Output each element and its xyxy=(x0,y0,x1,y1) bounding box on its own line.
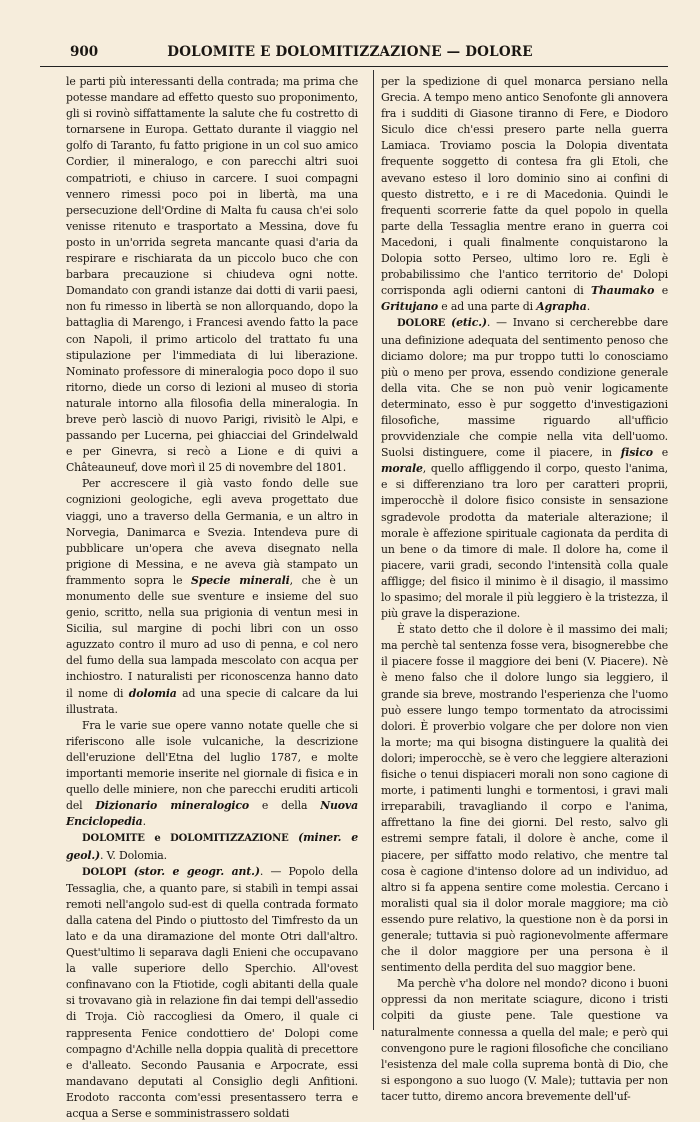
right-column xyxy=(381,74,668,1105)
paragraph: Per accrescere il già vasto fondo delle sue cognizioni geologiche, egli aveva progettato due viaggi, uno a traverso della Germania, e un altro in Norvegia, Danimarca e Svezia. Intendeva pure di pubblicare un'opera che aveva disegnato nella prigione di Messina, e ne aveva già stampato un frammento sopra le Specie minerali, che è un monumento delle sue sventure e insieme del suo genio, scritto, nella sua prigionia di ventun mesi in Sicilia, sul margine di pochi libri con un osso aguzzato contro il muro ad uso di penna, e col nero del fumo della sua lampada mescolato con acqua per inchiostro. I naturalisti per riconoscenza hanno dato il nome di dolomia ad una specie di calcare da lui illustrata. xyxy=(66,477,359,716)
paragraph: È stato detto che il dolore è il massimo dei mali; ma perchè tal sentenza fosse vera, bisognerebbe che il piacere fosse il maggiore dei beni (V. Piacere). Nè è meno falso che il dolore lungo sia leggiero, il grande sia breve, mostrando l'esperienza che l'uomo può essere lungo tempo tormentato da atrocissimi dolori. È proverbio volgare che per dolore non vien la morte; ma qui bisogna distinguere la qualità dei dolori; imperocchè, se è vero che leggiere alterazioni fisiche o tenui dispiaceri morali non sono cagione di morte, i patimenti lunghi e tormentosi, i gravi mali irreparabili, travagliando il corpo e l'anima, affrettano la fine dei giorni. Del resto, salvo gli estremi sempre fatali, il dolore è anche, come il piacere, per siffatto modo relativo, che mentre tal cosa è cagione d'intenso dolore ad un individuo, ad altro si fa appena sentire come molestia. Cercano i moralisti qual sia il dolor morale maggiore; ma ciò essendo pure relativo, la questione non è da porsi in generale; tuttavia si può ragionevolmente affermare che il dolor maggiore per una persona è il sentimento della perdita del suo maggior bene. xyxy=(381,623,668,975)
paragraph: Ma perchè v'ha dolore nel mondo? dicono i buoni oppressi da non meritate sciagure, dicono i tristi colpiti da giuste pene. Tale questione va naturalmente connessa a quella del male; e però qui convengono pure le ragioni filosofiche che conciliano l'esistenza del male colla suprema bontà di Dio, che si espongono a suo luogo (V. Male); tuttavia per non tacer tutto, diremo ancora brevemente dell'uf- xyxy=(381,977,668,1103)
header-rule xyxy=(40,66,668,67)
entry-dolomite: DOLOMITE e DOLOMITIZZAZIONE (miner. e geol.). V. Dolomia. xyxy=(66,831,359,862)
entry-dolore: DOLORE (etic.). — Invano si cercherebbe dare una definizione adequata del sentimento penoso che diciamo dolore; ma pur troppo tutti lo conosciamo più o meno per prova, essendo condizione generale della vita. Che se non può venir logicamente determinato, esso è pur soggetto d'investigazioni filosofiche, massime riguardo all'ufficio provvidenziale che compie nella vita dell'uomo. Suolsi distinguere, come il piacere, in fisico e morale, quello affliggendo il corpo, questo l'anima, e si differenziano tra loro per caratteri proprii, imperocchè il dolore fisico consiste in sensazione sgradevole prodotta da materiale alterazione; il morale è affezione spirituale cagionata da perdita di un bene o da timore di male. Il dolore ha, come il piacere, varii gradi, secondo l'intensità colla quale affligge; del fisico il minimo è il disagio, il massimo lo spasimo; del morale il più leggiero è la tristezza, il più grave la disperazione. xyxy=(381,316,669,621)
paragraph: le parti più interessanti della contrada; ma prima che potesse mandare ad effetto questo suo proponimento, gli si rovinò siffattamente la salute che fu costretto di tornarsene in Europa. Gettato durante il viaggio nel golfo di Taranto, fu fatto prigione in un col suo amico Cordier, il mineralogo, e con parecchi altri suoi compatrioti, e chiuso in carcere. I suoi compagni vennero rimessi poco poi in libertà, ma una persecuzione dell'Ordine di Malta fu causa ch'ei solo venisse ritenuto e trasportato a Messina, dove fu posto in un'orrida segreta mancante quasi d'aria da respirare e rischiarata da un piccolo buco che con barbara precauzione si chiudeva ogni notte. Domandato con grandi istanze dai dotti di varii paesi, non fu rimesso in libertà se non allorquando, dopo la battaglia di Marengo, i Francesi avendo fatto la pace con Napoli, il primo articolo del trattato fu una stipulazione per l'immediata di lui liberazione. Nominato professore di mineralogia poco dopo il suo ritorno, diede un corso di lezioni al museo di storia naturale intorno alla filosofia della mineralogia. In breve però lasciò di nuovo Parigi, rivisitò le Alpi, e passando per Lucerna, pei ghiacciai del Grindelwald e per Ginevra, si recò a Lione e di quivi a Châteauneuf, dove morì il 25 di novembre del 1801. xyxy=(66,75,358,475)
paragraph: per la spedizione di quel monarca persiano nella Grecia. A tempo meno antico Senofonte gli annovera fra i sudditi di Giasone tiranno di Fere, e Diodoro Siculo dice ch'essi presero parte nella guerra Lamiaca. Troviamo poscia la Dolopia diventata frequente soggetto di contesa fra gli Etoli, che avevano esteso il loro dominio sino ai confini di questo distretto, e i re di Macedonia. Quindi le frequenti scorrerie fatte da quel popolo in quella parte della Tessaglia mentre erano in guerra coi Macedoni, i quali finalmente conquistarono la Dolopia sotto Perseo, ultimo loro re. Egli è probabilissimo che l'antico territorio de' Dolopi corrisponda agli odierni cantoni di Thaumako e Gritujano e ad una parte di Agrapha. xyxy=(381,75,669,314)
entry-dolopi: DOLOPI (stor. e geogr. ant.). — Popolo della Tessaglia, che, a quanto pare, si stabilì in tempi assai remoti nell'angolo sud-est di quella contrada formato dalla catena del Pindo o piuttosto del Timfresto da un lato e da una diramazione del monte Otri dall'altro. Quest'ultimo li separava dagli Enieni che occupavano la valle superiore dello Sperchio. All'ovest confinavano con la Ftiotide, cogli abitanti della quale si trovavano già in relazione fin dai tempi dell'assedio di Troja. Ciò raccogliesi da Omero, il quale ci rappresenta Fenice condottiero de' Dolopi come compagno d'Achille nella doppia qualità di precettore e d'alleato. Secondo Pausania e Arpocrate, essi mandavano deputati al Consiglio degli Anfitioni. Erodoto racconta com'essi presentassero terra e acqua a Serse e somministrassero soldati xyxy=(66,864,359,1120)
left-column xyxy=(66,74,358,1122)
page-number: 900 xyxy=(70,44,99,60)
page-header xyxy=(30,44,670,64)
running-title: DOLOMITE E DOLOMITIZZAZIONE — DOLORE xyxy=(167,44,533,60)
column-divider xyxy=(373,70,374,1030)
paragraph: Fra le varie sue opere vanno notate quelle che si riferiscono alle isole vulcaniche, la descrizione dell'eruzione dell'Etna del luglio 1787, e molte importanti memorie inserite nel giornale di fisica e in quello delle miniere, non che parecchi eruditi articoli del Dizionario mineralogico e della Nuova Enciclopedia. xyxy=(66,718,359,829)
